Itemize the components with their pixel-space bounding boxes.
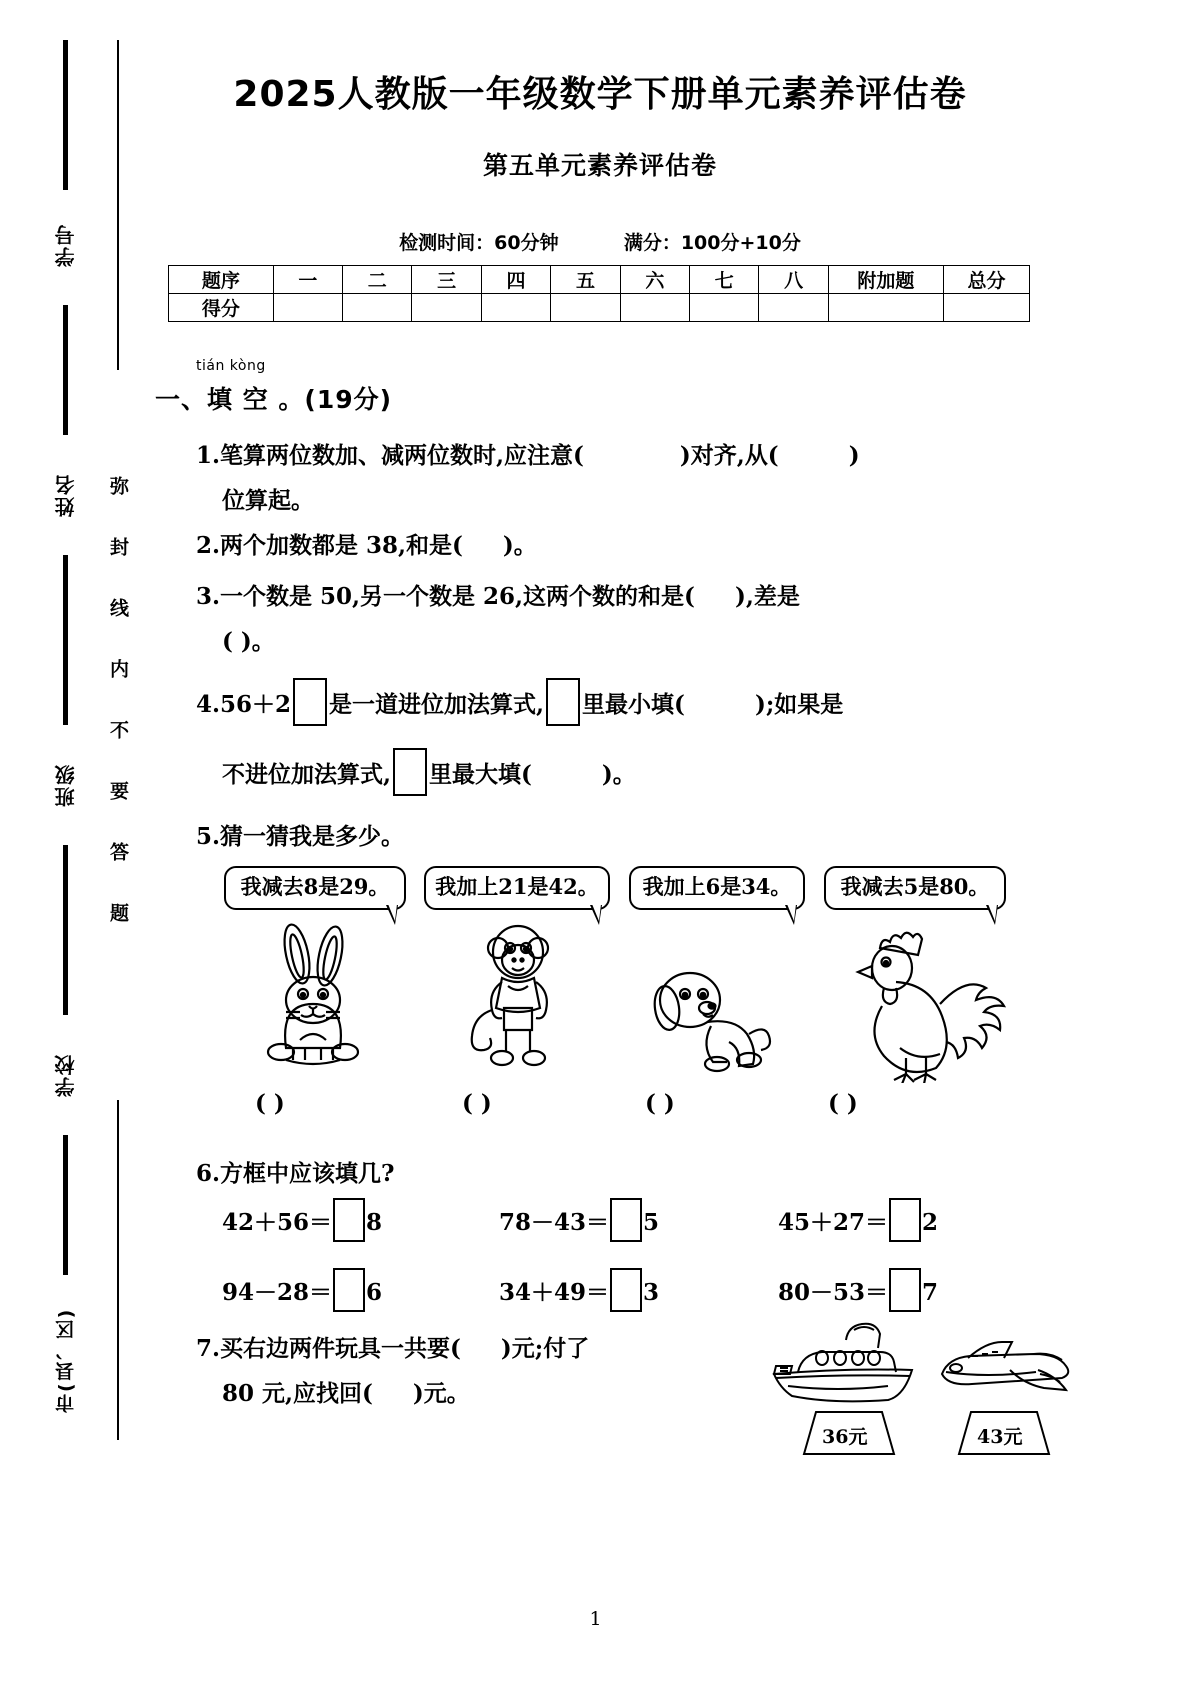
q6-expr-left: 80－53＝	[778, 1279, 889, 1306]
clue-bubble-2: 我加上21是42。	[424, 866, 610, 910]
price-tag-1	[790, 1410, 896, 1460]
table-row	[169, 294, 1030, 322]
score-cell[interactable]	[481, 294, 550, 322]
q2-text-b: )。	[502, 532, 537, 559]
q6-expr-left: 94－28＝	[222, 1279, 333, 1306]
seal-label-xuexiao: 学校	[54, 1053, 78, 1097]
dog-icon	[645, 960, 795, 1084]
seal-outer-column	[44, 40, 88, 1440]
exam-score-label: 满分：100分+10分	[623, 232, 801, 254]
clue-bubble-1: 我减去8是29。	[224, 866, 406, 910]
q3-text-a: 3.一个数是 50,另一个数是 26,这两个数的和是(	[196, 583, 695, 610]
q6-expr-left: 45＋27＝	[778, 1209, 889, 1236]
clue-bubble-4: 我减去5是80。	[824, 866, 1006, 910]
question-4-line-1	[196, 678, 843, 726]
answer-box[interactable]	[333, 1198, 365, 1242]
q5-answer-blank-3[interactable]: ( )	[645, 1090, 675, 1117]
price-tag-2	[945, 1410, 1051, 1460]
price-tag-1-label: 36元	[822, 1426, 868, 1448]
answer-box[interactable]	[393, 748, 427, 796]
score-cell[interactable]	[343, 294, 412, 322]
question-3-line-1	[196, 578, 800, 611]
q6-expr-left: 78－43＝	[499, 1209, 610, 1236]
q5-answer-blank-2[interactable]: ( )	[462, 1090, 492, 1117]
score-cell[interactable]	[943, 294, 1029, 322]
score-col-extra: 附加题	[828, 266, 943, 294]
question-7-line-2	[222, 1375, 470, 1408]
q6-expr-right: 7	[922, 1279, 939, 1306]
q6-expr-right: 2	[922, 1209, 939, 1236]
score-col-7: 七	[690, 266, 759, 294]
q6-row2-item3	[778, 1268, 938, 1312]
seal-rule	[63, 40, 68, 190]
q7-text-d: )元。	[412, 1380, 470, 1407]
q5-answer-blank-1[interactable]: ( )	[255, 1090, 285, 1117]
q6-row2-item2	[499, 1268, 659, 1312]
q6-expr-left: 34＋49＝	[499, 1279, 610, 1306]
q6-row2-item1	[222, 1268, 382, 1312]
seal-inner-label: 弥封线内不要答题	[107, 476, 129, 964]
score-col-6: 六	[620, 266, 689, 294]
q4-text-d: );如果是	[754, 691, 844, 718]
score-col-1: 一	[273, 266, 342, 294]
page-subtitle: 第五单元素养评估卷	[482, 151, 717, 180]
answer-box[interactable]	[610, 1198, 642, 1242]
page-number: 1	[589, 1608, 602, 1630]
q4-text-b: 是一道进位加法算式,	[329, 691, 545, 718]
question-4-line-2	[222, 748, 636, 796]
q6-expr-right: 6	[366, 1279, 383, 1306]
q4-text-e: 不进位加法算式,	[222, 761, 392, 788]
q6-row1-item2	[499, 1198, 659, 1242]
q6-expr-left: 42＋56＝	[222, 1209, 333, 1236]
question-7-line-1	[196, 1330, 589, 1363]
q7-text-b: )元;付了	[500, 1335, 590, 1362]
question-1-line-2: 位算起。	[222, 487, 314, 514]
q6-row1-item1	[222, 1198, 382, 1242]
q4-text-c: 里最小填(	[582, 691, 685, 718]
boat-icon	[762, 1318, 922, 1414]
exam-meta	[100, 228, 1100, 255]
seal-rule	[63, 1135, 68, 1275]
score-cell[interactable]	[551, 294, 620, 322]
seal-rule	[63, 555, 68, 725]
q6-expr-right: 3	[643, 1279, 660, 1306]
bubble-tail-icon	[386, 905, 398, 925]
question-2	[196, 527, 537, 560]
answer-box[interactable]	[546, 678, 580, 726]
q1-text-a: 1.笔算两位数加、减两位数时,应注意(	[196, 442, 584, 469]
clue-bubble-3: 我加上6是34。	[629, 866, 805, 910]
seal-rule	[63, 305, 68, 435]
score-col-8: 八	[759, 266, 828, 294]
q1-text-c: )	[848, 442, 860, 469]
question-5-heading: 5.猜一猜我是多少。	[196, 823, 405, 850]
score-cell[interactable]	[690, 294, 759, 322]
q3-text-b: ),差是	[734, 583, 800, 610]
seal-label-xingming: 姓名	[54, 473, 78, 517]
score-col-4: 四	[481, 266, 550, 294]
price-tag-2-label: 43元	[977, 1426, 1023, 1448]
q4-text-f: 里最大填(	[429, 761, 532, 788]
score-table	[168, 265, 1030, 322]
score-col-5: 五	[551, 266, 620, 294]
q6-expr-right: 5	[643, 1209, 660, 1236]
question-3-line-2: ( )。	[222, 628, 275, 655]
score-cell[interactable]	[828, 294, 943, 322]
q4-text-a: 4.56＋2	[196, 691, 292, 718]
q2-text-a: 2.两个加数都是 38,和是(	[196, 532, 463, 559]
bubble-tail-icon	[590, 905, 602, 925]
page-title: 2025人教版一年级数学下册单元素养评估卷	[233, 74, 967, 115]
score-cell[interactable]	[412, 294, 481, 322]
bubble-tail-icon	[785, 905, 797, 925]
answer-box[interactable]	[610, 1268, 642, 1312]
seal-label-shixianqu: 市(县、区)	[55, 1307, 77, 1413]
answer-box[interactable]	[889, 1198, 921, 1242]
monkey-icon	[450, 918, 590, 1087]
score-col-3: 三	[412, 266, 481, 294]
seal-label-xuehao: 学号	[54, 223, 78, 267]
q6-expr-right: 8	[366, 1209, 383, 1236]
rooster-icon	[840, 918, 1010, 1087]
pinyin-annotation: tián kòng	[196, 358, 266, 374]
score-col-total: 总分	[943, 266, 1029, 294]
airplane-icon	[932, 1328, 1082, 1414]
exam-time-label: 检测时间：60分钟	[399, 232, 559, 254]
question-6-heading: 6.方框中应该填几?	[196, 1160, 395, 1187]
answer-box[interactable]	[333, 1268, 365, 1312]
q7-text-a: 7.买右边两件玩具一共要(	[196, 1335, 461, 1362]
q4-text-g: )。	[601, 761, 636, 788]
table-row	[169, 266, 1030, 294]
section-1-heading: 一、填 空 。(19分)	[155, 385, 393, 414]
answer-box[interactable]	[293, 678, 327, 726]
score-col-2: 二	[343, 266, 412, 294]
score-cell[interactable]	[620, 294, 689, 322]
seal-label-banji: 班级	[54, 763, 78, 807]
score-table-row-label: 得分	[169, 294, 274, 322]
score-table-header-label: 题序	[169, 266, 274, 294]
q6-row1-item3	[778, 1198, 938, 1242]
question-1-line-1	[196, 437, 860, 470]
rabbit-icon	[245, 920, 385, 1084]
score-cell[interactable]	[759, 294, 828, 322]
answer-box[interactable]	[889, 1268, 921, 1312]
seal-rule	[63, 845, 68, 1015]
score-cell[interactable]	[273, 294, 342, 322]
q5-answer-blank-4[interactable]: ( )	[828, 1090, 858, 1117]
q7-text-c: 80 元,应找回(	[222, 1380, 373, 1407]
q1-text-b: )对齐,从(	[679, 442, 779, 469]
